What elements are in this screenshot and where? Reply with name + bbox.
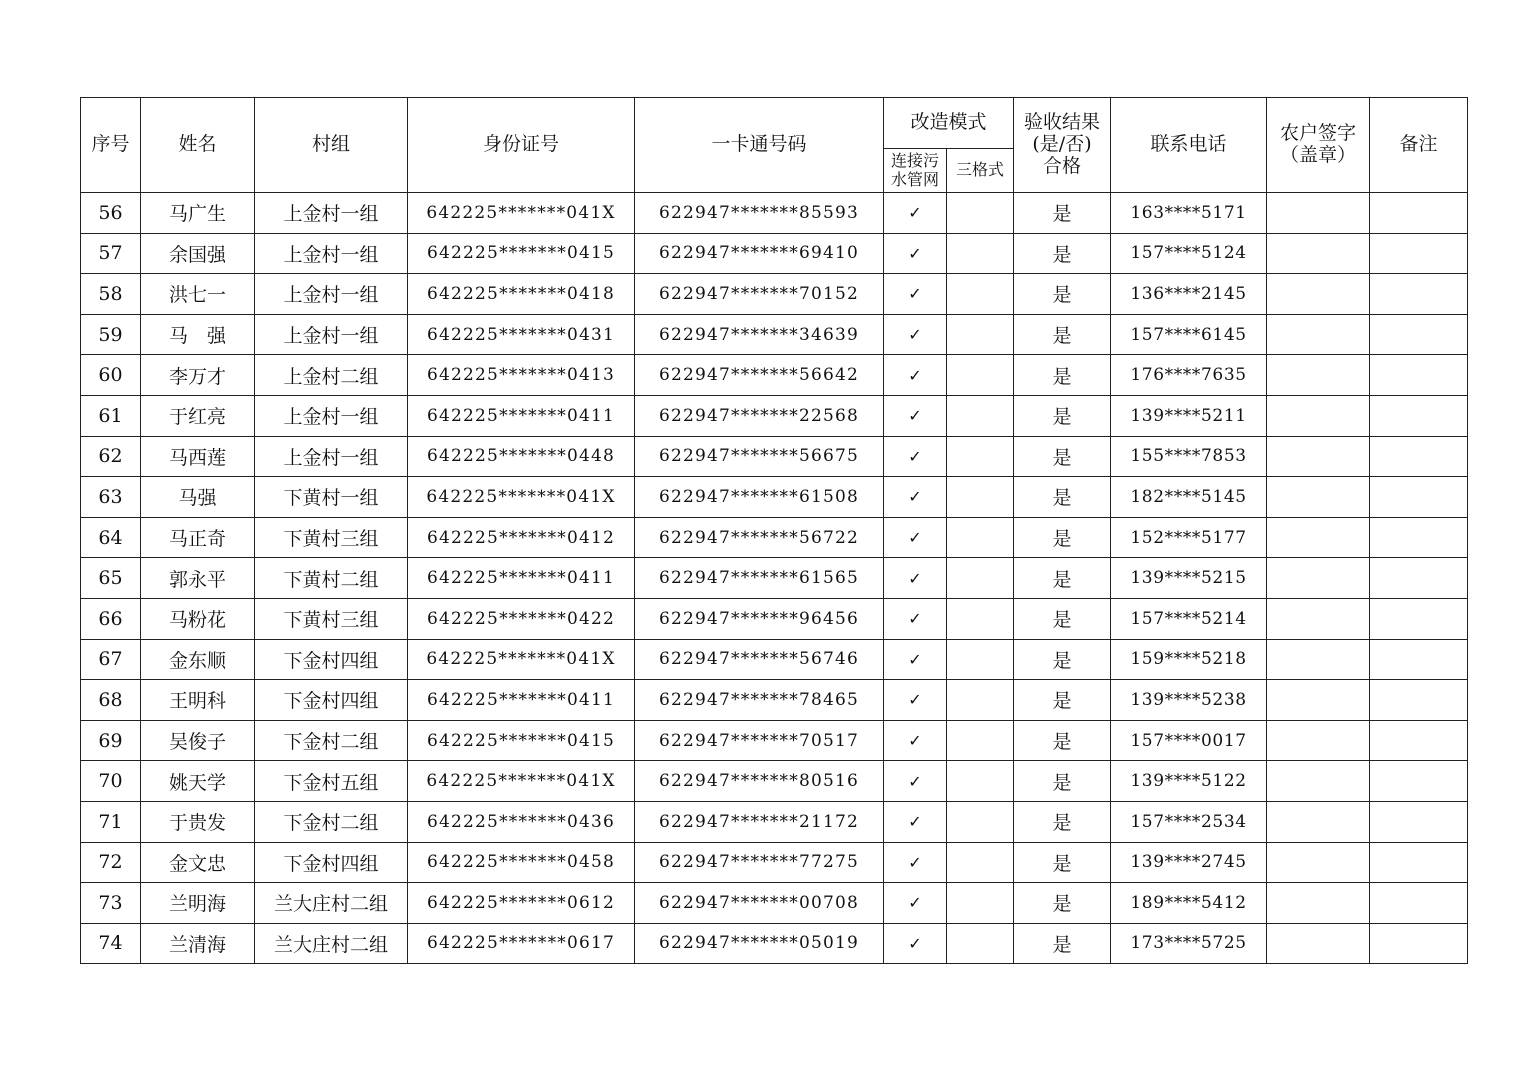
cell-id-number: 642225*******0411 — [408, 680, 635, 721]
cell-three-format — [947, 761, 1014, 802]
cell-id-number: 642225*******0411 — [408, 558, 635, 599]
cell-phone: 173****5725 — [1111, 923, 1267, 964]
cell-name: 马粉花 — [141, 598, 255, 639]
cell-remark — [1370, 233, 1468, 274]
cell-name: 兰清海 — [141, 923, 255, 964]
cell-name: 于贵发 — [141, 801, 255, 842]
cell-remark — [1370, 314, 1468, 355]
cell-sign — [1267, 842, 1370, 883]
cell-sewer-check: ✓ — [884, 761, 947, 802]
cell-id-number: 642225*******0436 — [408, 801, 635, 842]
cell-remark — [1370, 274, 1468, 315]
cell-village: 上金村一组 — [255, 314, 408, 355]
cell-village: 兰大庄村二组 — [255, 883, 408, 924]
acceptance-table — [80, 97, 1468, 964]
header-result-line2: (是/否) — [1032, 133, 1092, 156]
cell-sign — [1267, 314, 1370, 355]
cell-village: 上金村一组 — [255, 274, 408, 315]
cell-three-format — [947, 314, 1014, 355]
cell-phone: 189****5412 — [1111, 883, 1267, 924]
cell-result: 是 — [1014, 193, 1111, 234]
cell-remark — [1370, 193, 1468, 234]
cell-sewer-check: ✓ — [884, 883, 947, 924]
cell-id-number: 642225*******0415 — [408, 233, 635, 274]
table-row — [81, 233, 1468, 274]
cell-card-number: 622947*******85593 — [635, 193, 884, 234]
cell-phone: 139****2745 — [1111, 842, 1267, 883]
cell-card-number: 622947*******22568 — [635, 395, 884, 436]
cell-seq: 66 — [81, 598, 141, 639]
cell-village: 下黄村三组 — [255, 598, 408, 639]
cell-village: 上金村一组 — [255, 233, 408, 274]
cell-phone: 139****5211 — [1111, 395, 1267, 436]
cell-result: 是 — [1014, 558, 1111, 599]
cell-seq: 71 — [81, 801, 141, 842]
cell-remark — [1370, 598, 1468, 639]
cell-id-number: 642225*******0422 — [408, 598, 635, 639]
table-row — [81, 801, 1468, 842]
header-mode-sewer — [884, 149, 947, 193]
header-sign-line1: 农户签字 — [1280, 122, 1357, 145]
cell-card-number: 622947*******61508 — [635, 477, 884, 518]
cell-id-number: 642225*******0448 — [408, 436, 635, 477]
cell-name: 余国强 — [141, 233, 255, 274]
cell-phone: 159****5218 — [1111, 639, 1267, 680]
cell-card-number: 622947*******70152 — [635, 274, 884, 315]
header-mode-sewer-line1: 连接污 — [890, 151, 939, 171]
cell-phone: 139****5215 — [1111, 558, 1267, 599]
cell-sewer-check: ✓ — [884, 314, 947, 355]
cell-sign — [1267, 517, 1370, 558]
cell-card-number: 622947*******78465 — [635, 680, 884, 721]
header-sign — [1267, 98, 1370, 193]
cell-id-number: 642225*******0412 — [408, 517, 635, 558]
cell-seq: 59 — [81, 314, 141, 355]
cell-sewer-check: ✓ — [884, 558, 947, 599]
cell-remark — [1370, 761, 1468, 802]
cell-sign — [1267, 761, 1370, 802]
cell-name: 马强 — [141, 477, 255, 518]
cell-sign — [1267, 477, 1370, 518]
cell-three-format — [947, 395, 1014, 436]
cell-id-number: 642225*******0612 — [408, 883, 635, 924]
cell-card-number: 622947*******21172 — [635, 801, 884, 842]
cell-three-format — [947, 801, 1014, 842]
cell-name: 马广生 — [141, 193, 255, 234]
cell-result: 是 — [1014, 355, 1111, 396]
cell-card-number: 622947*******96456 — [635, 598, 884, 639]
cell-sewer-check: ✓ — [884, 517, 947, 558]
cell-name: 郭永平 — [141, 558, 255, 599]
cell-result: 是 — [1014, 233, 1111, 274]
cell-name: 马 强 — [141, 314, 255, 355]
cell-id-number: 642225*******0411 — [408, 395, 635, 436]
table-row — [81, 558, 1468, 599]
cell-id-number: 642225*******0413 — [408, 355, 635, 396]
cell-name: 金东顺 — [141, 639, 255, 680]
cell-remark — [1370, 923, 1468, 964]
cell-three-format — [947, 923, 1014, 964]
cell-sewer-check: ✓ — [884, 680, 947, 721]
cell-remark — [1370, 395, 1468, 436]
cell-id-number: 642225*******0617 — [408, 923, 635, 964]
cell-three-format — [947, 436, 1014, 477]
cell-phone: 163****5171 — [1111, 193, 1267, 234]
header-phone: 联系电话 — [1111, 98, 1267, 193]
table-row — [81, 193, 1468, 234]
cell-sign — [1267, 233, 1370, 274]
cell-result: 是 — [1014, 598, 1111, 639]
table-row — [81, 314, 1468, 355]
cell-seq: 61 — [81, 395, 141, 436]
cell-sign — [1267, 598, 1370, 639]
header-name: 姓名 — [141, 98, 255, 193]
cell-name: 李万才 — [141, 355, 255, 396]
cell-result: 是 — [1014, 517, 1111, 558]
cell-name: 姚天学 — [141, 761, 255, 802]
cell-seq: 70 — [81, 761, 141, 802]
cell-village: 下金村二组 — [255, 801, 408, 842]
cell-three-format — [947, 598, 1014, 639]
table-row — [81, 761, 1468, 802]
cell-sewer-check: ✓ — [884, 842, 947, 883]
cell-remark — [1370, 355, 1468, 396]
header-card-number: 一卡通号码 — [635, 98, 884, 193]
cell-sewer-check: ✓ — [884, 477, 947, 518]
cell-id-number: 642225*******0415 — [408, 720, 635, 761]
cell-sign — [1267, 883, 1370, 924]
cell-phone: 157****5124 — [1111, 233, 1267, 274]
cell-card-number: 622947*******56675 — [635, 436, 884, 477]
cell-remark — [1370, 558, 1468, 599]
cell-seq: 57 — [81, 233, 141, 274]
table-row — [81, 720, 1468, 761]
cell-result: 是 — [1014, 801, 1111, 842]
cell-result: 是 — [1014, 923, 1111, 964]
cell-phone: 157****5214 — [1111, 598, 1267, 639]
cell-sewer-check: ✓ — [884, 355, 947, 396]
cell-three-format — [947, 274, 1014, 315]
cell-remark — [1370, 639, 1468, 680]
table-row — [81, 517, 1468, 558]
cell-name: 金文忠 — [141, 842, 255, 883]
cell-sewer-check: ✓ — [884, 274, 947, 315]
table-row — [81, 680, 1468, 721]
cell-sign — [1267, 923, 1370, 964]
cell-village: 上金村一组 — [255, 436, 408, 477]
table-row — [81, 842, 1468, 883]
cell-name: 于红亮 — [141, 395, 255, 436]
header-remark: 备注 — [1370, 98, 1468, 193]
table-row — [81, 883, 1468, 924]
cell-sewer-check: ✓ — [884, 598, 947, 639]
cell-remark — [1370, 720, 1468, 761]
cell-sign — [1267, 558, 1370, 599]
header-mode-sewer-line2: 水管网 — [890, 169, 939, 189]
cell-phone: 152****5177 — [1111, 517, 1267, 558]
cell-seq: 64 — [81, 517, 141, 558]
cell-sewer-check: ✓ — [884, 801, 947, 842]
cell-seq: 56 — [81, 193, 141, 234]
cell-name: 吴俊子 — [141, 720, 255, 761]
cell-three-format — [947, 233, 1014, 274]
table-row — [81, 355, 1468, 396]
cell-village: 下金村五组 — [255, 761, 408, 802]
cell-name: 马西莲 — [141, 436, 255, 477]
cell-name: 兰明海 — [141, 883, 255, 924]
cell-sign — [1267, 639, 1370, 680]
cell-name: 马正奇 — [141, 517, 255, 558]
cell-result: 是 — [1014, 720, 1111, 761]
cell-card-number: 622947*******56722 — [635, 517, 884, 558]
cell-sign — [1267, 355, 1370, 396]
cell-result: 是 — [1014, 274, 1111, 315]
cell-village: 兰大庄村二组 — [255, 923, 408, 964]
cell-three-format — [947, 883, 1014, 924]
cell-remark — [1370, 842, 1468, 883]
header-mode: 改造模式 — [884, 98, 1014, 149]
cell-village: 下金村四组 — [255, 842, 408, 883]
cell-id-number: 642225*******041X — [408, 761, 635, 802]
cell-phone: 139****5238 — [1111, 680, 1267, 721]
cell-three-format — [947, 355, 1014, 396]
header-seq: 序号 — [81, 98, 141, 193]
cell-phone: 155****7853 — [1111, 436, 1267, 477]
cell-village: 上金村一组 — [255, 395, 408, 436]
cell-phone: 136****2145 — [1111, 274, 1267, 315]
cell-result: 是 — [1014, 761, 1111, 802]
cell-remark — [1370, 680, 1468, 721]
cell-village: 下金村四组 — [255, 680, 408, 721]
cell-seq: 67 — [81, 639, 141, 680]
cell-result: 是 — [1014, 314, 1111, 355]
table-body — [81, 193, 1468, 964]
cell-card-number: 622947*******56642 — [635, 355, 884, 396]
cell-seq: 73 — [81, 883, 141, 924]
cell-seq: 69 — [81, 720, 141, 761]
cell-result: 是 — [1014, 477, 1111, 518]
cell-id-number: 642225*******041X — [408, 639, 635, 680]
header-result-line3: 合格 — [1043, 154, 1082, 177]
cell-remark — [1370, 517, 1468, 558]
cell-three-format — [947, 639, 1014, 680]
header-sign-line2: （盖章） — [1280, 144, 1357, 166]
cell-village: 下金村二组 — [255, 720, 408, 761]
cell-sewer-check: ✓ — [884, 233, 947, 274]
cell-three-format — [947, 680, 1014, 721]
cell-phone: 182****5145 — [1111, 477, 1267, 518]
cell-card-number: 622947*******69410 — [635, 233, 884, 274]
cell-seq: 68 — [81, 680, 141, 721]
cell-remark — [1370, 477, 1468, 518]
cell-sign — [1267, 436, 1370, 477]
cell-seq: 60 — [81, 355, 141, 396]
cell-seq: 58 — [81, 274, 141, 315]
cell-result: 是 — [1014, 680, 1111, 721]
cell-remark — [1370, 436, 1468, 477]
cell-name: 洪七一 — [141, 274, 255, 315]
cell-name: 王明科 — [141, 680, 255, 721]
header-result-line1: 验收结果 — [1024, 111, 1101, 134]
cell-phone: 157****0017 — [1111, 720, 1267, 761]
cell-phone: 139****5122 — [1111, 761, 1267, 802]
cell-card-number: 622947*******34639 — [635, 314, 884, 355]
cell-sewer-check: ✓ — [884, 436, 947, 477]
cell-sewer-check: ✓ — [884, 639, 947, 680]
cell-phone: 176****7635 — [1111, 355, 1267, 396]
cell-card-number: 622947*******80516 — [635, 761, 884, 802]
cell-sewer-check: ✓ — [884, 395, 947, 436]
header-mode-three: 三格式 — [947, 149, 1014, 193]
cell-remark — [1370, 883, 1468, 924]
cell-phone: 157****6145 — [1111, 314, 1267, 355]
table-row — [81, 923, 1468, 964]
cell-three-format — [947, 720, 1014, 761]
cell-three-format — [947, 558, 1014, 599]
cell-seq: 74 — [81, 923, 141, 964]
cell-card-number: 622947*******70517 — [635, 720, 884, 761]
cell-sign — [1267, 193, 1370, 234]
cell-seq: 63 — [81, 477, 141, 518]
table-row — [81, 598, 1468, 639]
cell-card-number: 622947*******56746 — [635, 639, 884, 680]
cell-three-format — [947, 477, 1014, 518]
table-row — [81, 436, 1468, 477]
table-row — [81, 274, 1468, 315]
cell-sewer-check: ✓ — [884, 720, 947, 761]
cell-sewer-check: ✓ — [884, 923, 947, 964]
cell-village: 上金村二组 — [255, 355, 408, 396]
cell-seq: 62 — [81, 436, 141, 477]
table-header — [81, 98, 1468, 193]
cell-remark — [1370, 801, 1468, 842]
cell-card-number: 622947*******61565 — [635, 558, 884, 599]
table-row — [81, 477, 1468, 518]
cell-three-format — [947, 842, 1014, 883]
cell-card-number: 622947*******05019 — [635, 923, 884, 964]
cell-seq: 72 — [81, 842, 141, 883]
cell-result: 是 — [1014, 639, 1111, 680]
cell-card-number: 622947*******00708 — [635, 883, 884, 924]
cell-sign — [1267, 720, 1370, 761]
cell-village: 下黄村二组 — [255, 558, 408, 599]
cell-id-number: 642225*******0418 — [408, 274, 635, 315]
cell-village: 下金村四组 — [255, 639, 408, 680]
table-row — [81, 639, 1468, 680]
cell-sign — [1267, 395, 1370, 436]
cell-phone: 157****2534 — [1111, 801, 1267, 842]
cell-card-number: 622947*******77275 — [635, 842, 884, 883]
header-result — [1014, 98, 1111, 193]
cell-result: 是 — [1014, 395, 1111, 436]
cell-result: 是 — [1014, 842, 1111, 883]
cell-id-number: 642225*******041X — [408, 193, 635, 234]
cell-three-format — [947, 517, 1014, 558]
cell-three-format — [947, 193, 1014, 234]
cell-village: 上金村一组 — [255, 193, 408, 234]
cell-village: 下黄村三组 — [255, 517, 408, 558]
cell-sign — [1267, 680, 1370, 721]
cell-result: 是 — [1014, 883, 1111, 924]
header-village: 村组 — [255, 98, 408, 193]
cell-sign — [1267, 274, 1370, 315]
cell-sign — [1267, 801, 1370, 842]
cell-result: 是 — [1014, 436, 1111, 477]
cell-id-number: 642225*******0431 — [408, 314, 635, 355]
cell-id-number: 642225*******0458 — [408, 842, 635, 883]
cell-village: 下黄村一组 — [255, 477, 408, 518]
cell-seq: 65 — [81, 558, 141, 599]
header-id-number: 身份证号 — [408, 98, 635, 193]
table-row — [81, 395, 1468, 436]
cell-id-number: 642225*******041X — [408, 477, 635, 518]
cell-sewer-check: ✓ — [884, 193, 947, 234]
